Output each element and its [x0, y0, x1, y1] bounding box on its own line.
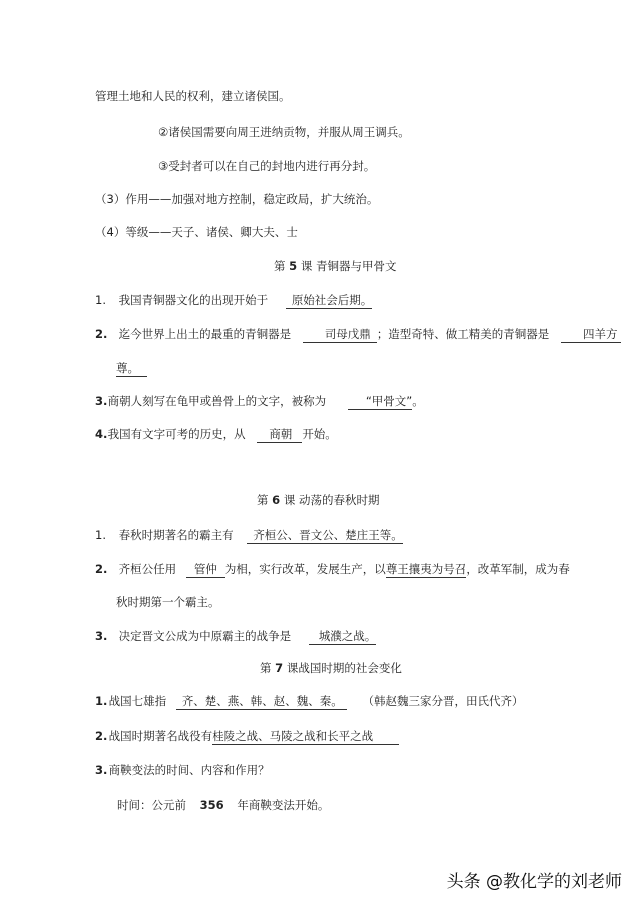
question-number: 3. [95, 763, 108, 777]
answer-blank: 齐桓公、晋文公、楚庄王等。 [247, 528, 403, 544]
question-text: 齐桓公任用 [118, 562, 177, 576]
lesson-number: 6 [272, 493, 281, 507]
question-number: 1. [95, 293, 106, 307]
watermark: 头条 @教化学的刘老师 [446, 872, 622, 892]
question [95, 393, 424, 410]
question-text: 我国青铜器文化的出现开始于 [118, 293, 269, 307]
text: （3）作用——加强对地方控制，稳定政局，扩大统治。 [95, 192, 379, 206]
text-line [158, 124, 410, 140]
question-number: 1. [95, 528, 106, 542]
question-number: 3. [95, 629, 108, 643]
lesson-title [257, 492, 379, 508]
answer-blank: 司母戊鼎 [303, 327, 377, 343]
text-line [158, 158, 375, 174]
text: ②诸侯国需要向周王进纳贡物，并服从周王调兵。 [158, 125, 410, 139]
question-number: 1. [95, 694, 108, 708]
question-text: 战国七雄指 [108, 694, 167, 708]
text-line [95, 191, 378, 207]
title-prefix: 第 [257, 493, 269, 507]
time-label: 时间：公元前 [117, 798, 186, 812]
text: ③受封者可以在自己的封地内进行再分封。 [158, 159, 376, 173]
question-text: 决定晋文公成为中原霸主的战争是 [118, 629, 292, 643]
title-suffix: 课 动荡的春秋时期 [283, 493, 380, 507]
answer-blank: 商朝 [257, 427, 302, 443]
question-text: 战国时期著名战役有 [108, 729, 213, 743]
note: （韩赵魏三家分晋，田氏代齐） [362, 694, 524, 708]
text-line [95, 88, 291, 104]
question-text: 迄今世界上出土的最重的青铜器是 [118, 327, 292, 341]
lesson-number: 5 [289, 259, 298, 273]
question [95, 693, 523, 710]
lesson-title [260, 660, 402, 676]
question-text: 为相，实行改革，发展生产，以 [224, 562, 386, 576]
question-text: 秋时期第一个霸主。 [116, 595, 220, 609]
question [95, 762, 270, 778]
answer-blank: 桂陵之战、马陵之战和长平之战 [212, 729, 399, 745]
question [95, 628, 376, 645]
lesson-number: 7 [275, 661, 284, 675]
year-value: 356 [199, 798, 224, 812]
question [95, 292, 372, 309]
question-number: 2. [95, 327, 108, 341]
time-end: 年商鞅变法开始。 [237, 798, 330, 812]
question-continuation [116, 594, 220, 610]
question-number: 2. [95, 729, 108, 743]
answer-line [117, 797, 329, 813]
question-number: 4. [95, 427, 108, 441]
question-text: 商鞅变法的时间、内容和作用？ [108, 763, 270, 777]
question-text: 商朝人刻写在龟甲或兽骨上的文字，被称为 [107, 394, 327, 408]
answer-blank: 管仲 [186, 562, 225, 578]
question-text: 开始。 [302, 427, 337, 441]
question [95, 728, 399, 745]
answer-blank: 尊王攘夷为号召 [385, 562, 467, 576]
answer-blank: 齐、楚、燕、韩、赵、魏、秦。 [176, 694, 347, 710]
answer-blank: 四羊方 [561, 327, 622, 343]
question-text: 。 [412, 394, 424, 408]
question-text: 春秋时期著名的霸主有 [118, 528, 234, 542]
title-suffix: 课 青铜器与甲骨文 [300, 259, 397, 273]
question-text: ，改革军制，成为春 [466, 562, 570, 576]
question-text: 我国有文字可考的历史，从 [107, 427, 246, 441]
question [95, 527, 403, 544]
text: （4）等级——天子、诸侯、卿大夫、士 [95, 225, 298, 239]
question-text: ；造型奇特、做工精美的青铜器是 [376, 327, 550, 341]
text-line [95, 224, 298, 240]
title-prefix: 第 [274, 259, 286, 273]
answer-blank: 原始社会后期。 [286, 293, 373, 309]
question [95, 426, 337, 443]
question-number: 3. [95, 394, 108, 408]
title-prefix: 第 [260, 661, 272, 675]
question-continuation [116, 360, 147, 377]
text: 管理土地和人民的权利，建立诸侯国。 [95, 89, 291, 103]
answer-blank: “甲骨文” [348, 394, 412, 410]
lesson-title [274, 258, 396, 274]
answer-blank: 尊。 [116, 361, 147, 377]
answer-blank: 城濮之战。 [309, 629, 377, 645]
title-suffix: 课战国时期的社会变化 [286, 661, 402, 675]
question [95, 561, 570, 578]
question-number: 2. [95, 562, 108, 576]
question [95, 326, 621, 343]
